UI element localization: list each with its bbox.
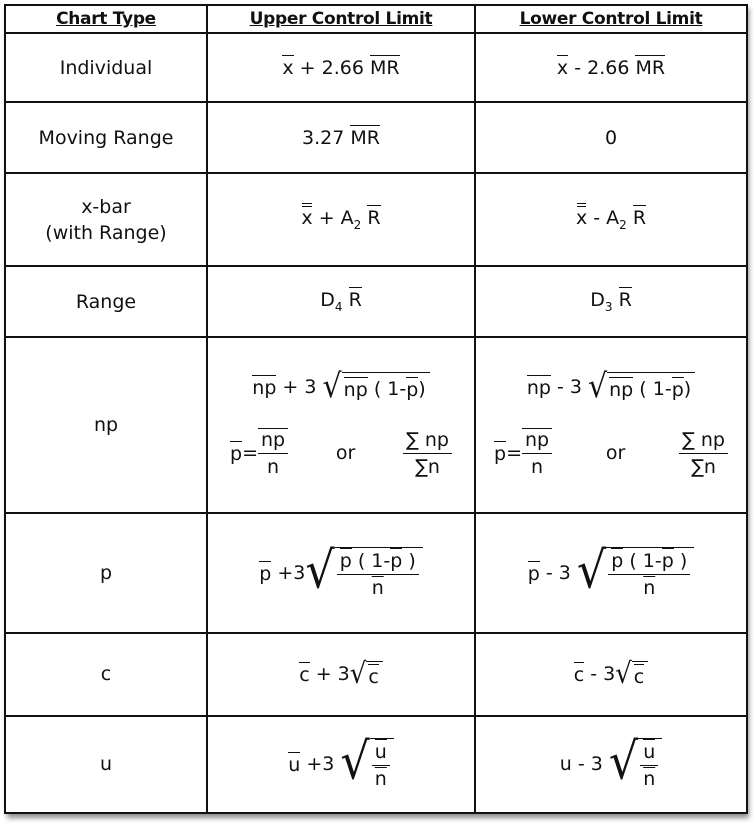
table-row <box>5 173 747 266</box>
ucl-moving-range: 3.27 MR <box>207 102 475 173</box>
table-row <box>5 266 747 337</box>
lcl-p: p - 3 √ $\frac{p ( 1-p )}{n}$ <box>475 513 747 632</box>
control-limits-table <box>4 4 748 814</box>
row-label-u: u <box>5 716 207 813</box>
sqrt-icon: √ np ( 1- p ) <box>588 372 695 402</box>
sqrt-icon: √ $\frac{u}{n}$ <box>609 738 662 790</box>
table-row <box>5 337 747 513</box>
row-label-individual: Individual <box>5 33 207 102</box>
table-row <box>5 102 747 173</box>
sqrt-icon: √ $\frac{u}{n}$ <box>340 738 393 790</box>
table-row <box>5 716 747 813</box>
header-chart-type: Chart Type <box>5 5 207 33</box>
header-ucl: Upper Control Limit <box>207 5 475 33</box>
row-label-range: Range <box>5 266 207 337</box>
lcl-xbar: x - $A_2$ R <box>475 173 747 266</box>
header-row <box>5 5 747 33</box>
ucl-xbar: $x + A_2$ R <box>207 173 475 266</box>
sqrt-icon: √ $\frac{p ( 1-p )}{n}$ <box>305 547 422 599</box>
sqrt-icon: √ c <box>615 661 648 688</box>
row-label-p: p <box>5 513 207 632</box>
lcl-c: c - 3 √ c <box>475 633 747 716</box>
row-label-moving-range: Moving Range <box>5 102 207 173</box>
table-row <box>5 513 747 632</box>
ucl-u: u +3 √ $\frac{u}{n}$ <box>207 716 475 813</box>
lcl-moving-range: 0 <box>475 102 747 173</box>
row-label-c: c <box>5 633 207 716</box>
header-lcl: Lower Control Limit <box>475 5 747 33</box>
sqrt-icon: √ np ( 1- p ) <box>323 372 430 402</box>
ucl-p: p +3 √ $\frac{p ( 1-p )}{n}$ <box>207 513 475 632</box>
row-label-xbar: x-bar (with Range) <box>5 173 207 266</box>
lcl-range: $D_3$ R <box>475 266 747 337</box>
sqrt-icon: √ $\frac{p ( 1-p )}{n}$ <box>577 547 694 599</box>
table-row <box>5 33 747 102</box>
table-row <box>5 633 747 716</box>
row-label-np: np <box>5 337 207 513</box>
ucl-individual: x + 2.66 MR <box>207 33 475 102</box>
lcl-np: np - 3 √ np ( 1- p ) p = $\frac{np}{n}$ or $\frac{\sum np}{\sum n}$ <box>475 337 747 513</box>
sqrt-icon: √ c <box>350 661 383 688</box>
ucl-np: np + 3 √ np ( 1- p ) p = $\frac{np}{n}$ or $\frac{\sum np}{\sum n}$ <box>207 337 475 513</box>
lcl-u: u - 3 √ $\frac{u}{n}$ <box>475 716 747 813</box>
lcl-individual: x - 2.66 MR <box>475 33 747 102</box>
ucl-range: $D_4$ R <box>207 266 475 337</box>
ucl-c: c + 3 √ c <box>207 633 475 716</box>
